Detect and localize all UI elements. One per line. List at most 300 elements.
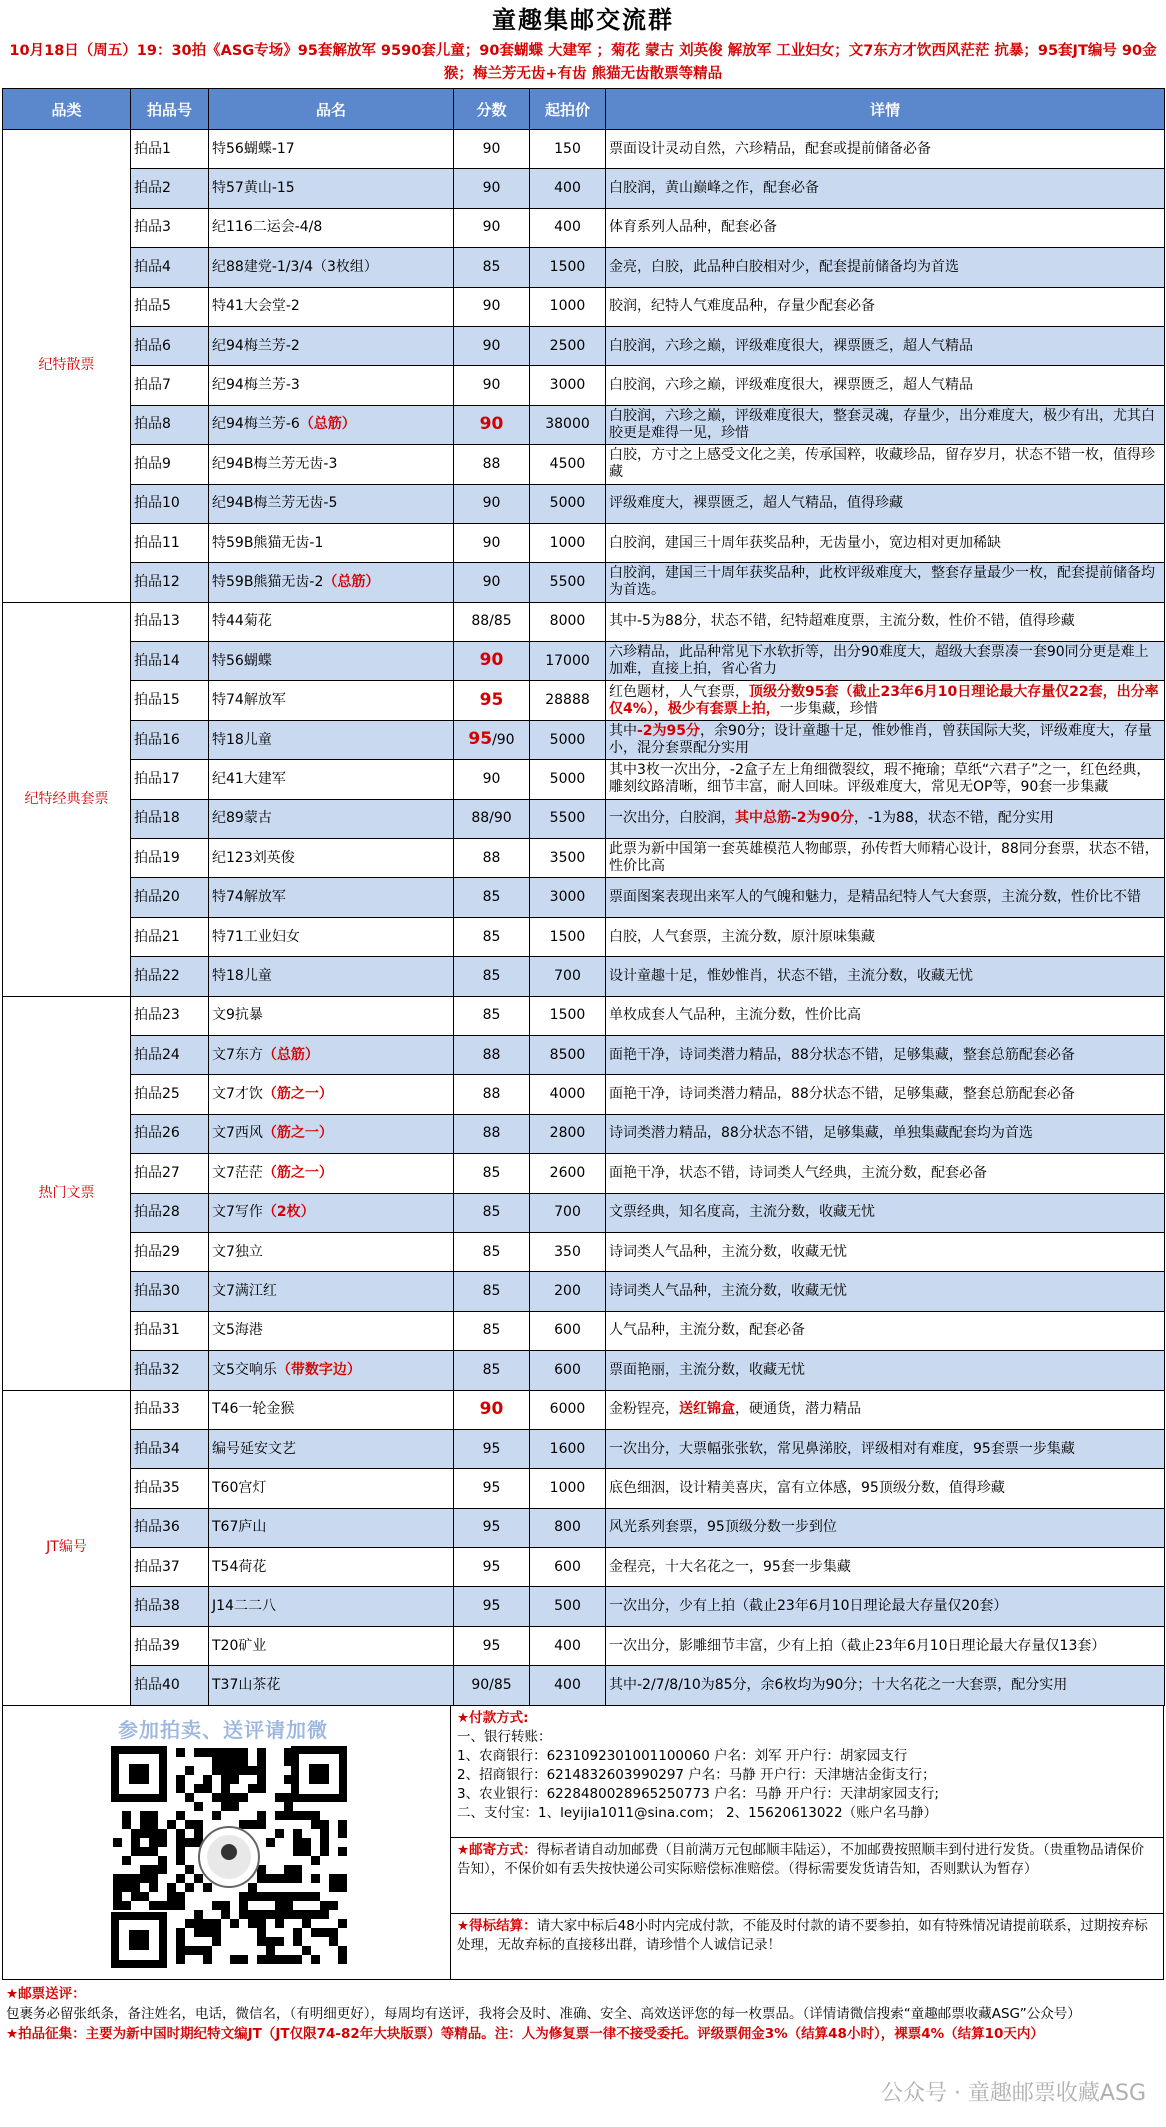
score-cell bbox=[454, 326, 530, 365]
lot-name-cell bbox=[209, 1508, 454, 1547]
detail-text: 其中-2/7/8/10为85分，余6枚均为90分；十大名花之一大套票，配分实用 bbox=[609, 1676, 1068, 1693]
detail-text: 一次出分，大票幅张张软，常见鼻涕胶，评级相对有难度，95套票一步集藏 bbox=[609, 1440, 1075, 1457]
table-row bbox=[3, 1075, 1165, 1114]
detail-cell bbox=[606, 1390, 1165, 1429]
score-cell bbox=[454, 760, 530, 799]
detail-cell bbox=[606, 957, 1165, 996]
table-header-row bbox=[3, 89, 1165, 130]
lot-name-cell bbox=[209, 1390, 454, 1429]
detail-text: 诗词类人气品种，主流分数，收藏无忧 bbox=[609, 1283, 847, 1300]
score-value: 95 bbox=[482, 1598, 501, 1615]
lot-number-cell: 拍品18 bbox=[131, 799, 209, 838]
score-cell bbox=[454, 1035, 530, 1074]
lot-number-cell: 拍品24 bbox=[131, 1035, 209, 1074]
lot-number-cell: 拍品26 bbox=[131, 1114, 209, 1153]
lot-number-cell: 拍品6 bbox=[131, 326, 209, 365]
payment-line: 3、农业银行：6228480028965250773 户名：马静 开户行：天津胡家园支行; bbox=[457, 1785, 939, 1802]
settlement-policy bbox=[451, 1914, 1163, 1980]
detail-text: 一次出分，少有上拍（截止23年6月10日理论最大存量仅20套） bbox=[609, 1598, 1008, 1615]
mail-policy bbox=[451, 1838, 1163, 1914]
score-cell bbox=[454, 484, 530, 523]
score-value: 95 bbox=[482, 1519, 501, 1536]
score-cell bbox=[454, 839, 530, 878]
lot-number-cell: 拍品10 bbox=[131, 484, 209, 523]
lot-number-cell: 拍品33 bbox=[131, 1390, 209, 1429]
score-value: 85 bbox=[482, 258, 501, 275]
table-row bbox=[3, 1035, 1165, 1074]
score-cell bbox=[454, 681, 530, 720]
detail-text: 票面图案表现出来军人的气魄和魅力，是精品纪特人气大套票，主流分数，性价比不错 bbox=[609, 889, 1141, 906]
detail-text: 面艳干净，状态不错，诗词类人气经典，主流分数，配套必备 bbox=[609, 1164, 987, 1181]
score-cell bbox=[454, 248, 530, 287]
start-price-cell: 400 bbox=[530, 1626, 606, 1665]
detail-text: 文票经典，知名度高，主流分数，收藏无忧 bbox=[609, 1204, 875, 1221]
detail-cell bbox=[606, 917, 1165, 956]
lot-name: 编号延安文艺 bbox=[212, 1440, 296, 1457]
score-value: 95 bbox=[482, 1558, 501, 1575]
score-value: 85 bbox=[482, 928, 501, 945]
detail-cell bbox=[606, 1193, 1165, 1232]
start-price-cell: 2500 bbox=[530, 326, 606, 365]
table-row bbox=[3, 720, 1165, 759]
score-value: 90 bbox=[482, 495, 501, 512]
table-row bbox=[3, 1114, 1165, 1153]
detail-cell bbox=[606, 1548, 1165, 1587]
score-cell bbox=[454, 996, 530, 1035]
table-row bbox=[3, 917, 1165, 956]
score-cell bbox=[454, 1587, 530, 1626]
score-value: 88/90 bbox=[471, 810, 512, 827]
lot-name: 特56蝴蝶 bbox=[212, 652, 272, 669]
score-cell bbox=[454, 405, 530, 444]
score-value: 88 bbox=[482, 1086, 501, 1103]
lot-name: 特44菊花 bbox=[212, 613, 272, 630]
score-value: 90 bbox=[482, 573, 501, 590]
detail-cell bbox=[606, 405, 1165, 444]
score-cell bbox=[454, 602, 530, 641]
lot-name: 文9抗暴 bbox=[212, 1007, 263, 1024]
category-cell: JT编号 bbox=[3, 1390, 131, 1705]
header-score: 分数 bbox=[454, 89, 530, 130]
table-row bbox=[3, 1626, 1165, 1665]
lot-name-cell bbox=[209, 1154, 454, 1193]
lot-number-cell: 拍品15 bbox=[131, 681, 209, 720]
score-value: 90 bbox=[482, 377, 501, 394]
lot-name: 特59B熊猫无齿-2 bbox=[212, 573, 324, 590]
score-cell bbox=[454, 1272, 530, 1311]
table-row bbox=[3, 169, 1165, 208]
lot-name: 特71工业妇女 bbox=[212, 928, 300, 945]
table-row bbox=[3, 484, 1165, 523]
category-cell: 纪特经典套票 bbox=[3, 602, 131, 996]
lot-name-cell bbox=[209, 405, 454, 444]
score-cell bbox=[454, 563, 530, 602]
score-value: 90 bbox=[482, 298, 501, 315]
detail-cell bbox=[606, 996, 1165, 1035]
score-cell bbox=[454, 169, 530, 208]
lot-name-note: （总筋） bbox=[299, 416, 356, 433]
score-value: 90 bbox=[482, 140, 501, 157]
detail-cell bbox=[606, 1035, 1165, 1074]
solicit-label: ★拍品征集： bbox=[6, 2025, 86, 2042]
payment-line: 1、农商银行：6231092301001100060 户名：刘军 开户行：胡家园支行 bbox=[457, 1747, 908, 1764]
start-price-cell: 5500 bbox=[530, 799, 606, 838]
lot-name-cell bbox=[209, 1035, 454, 1074]
payment-title: ★付款方式: bbox=[457, 1709, 529, 1726]
lot-name-cell bbox=[209, 839, 454, 878]
start-price-cell: 3000 bbox=[530, 878, 606, 917]
score-cell bbox=[454, 1075, 530, 1114]
lot-name-note: （总筋） bbox=[262, 1046, 319, 1063]
score-cell bbox=[454, 523, 530, 562]
detail-cell bbox=[606, 169, 1165, 208]
table-row bbox=[3, 1272, 1165, 1311]
table-row bbox=[3, 878, 1165, 917]
lot-number-cell: 拍品25 bbox=[131, 1075, 209, 1114]
lot-name-cell bbox=[209, 1232, 454, 1271]
detail-text: 评级难度大，裸票匮乏，超人气精品，值得珍藏 bbox=[609, 495, 903, 512]
start-price-cell: 150 bbox=[530, 130, 606, 169]
detail-cell bbox=[606, 681, 1165, 720]
lot-name-note: （带数字边） bbox=[276, 1361, 361, 1378]
detail-text: 其中3枚一次出分，-2盒子左上角细微裂纹，瑕不掩瑜；草纸“六君子”之一，红色经典，雕刻纹路清晰，细节丰富，耐人回味。评级难度大，常见无OP等，90套一步集藏 bbox=[609, 762, 1151, 796]
lot-name-cell bbox=[209, 799, 454, 838]
detail-text: 其中 bbox=[609, 723, 637, 740]
detail-text: 白胶，人气套票，主流分数，原汁原味集藏 bbox=[609, 928, 875, 945]
lot-number-cell: 拍品37 bbox=[131, 1548, 209, 1587]
solicit-text: 主要为新中国时期纪特文编JT（JT仅限74-82年大块版票）等精品。注：人为修复票一律不接受委托。评级票佣金3%（结算48小时），裸票4%（结算10天内） bbox=[85, 2025, 1044, 2042]
detail-cell bbox=[606, 1587, 1165, 1626]
lot-number-cell: 拍品11 bbox=[131, 523, 209, 562]
detail-text: 红色题材，人气套票， bbox=[609, 683, 749, 700]
lot-name: 文5交响乐 bbox=[212, 1361, 277, 1378]
lot-name: 纪94梅兰芳-6 bbox=[212, 416, 300, 433]
score-value: /90 bbox=[492, 732, 515, 749]
start-price-cell: 600 bbox=[530, 1311, 606, 1350]
start-price-cell: 1000 bbox=[530, 1469, 606, 1508]
wechat-qr-code bbox=[111, 1746, 347, 1968]
detail-cell bbox=[606, 445, 1165, 484]
score-cell bbox=[454, 1548, 530, 1587]
detail-cell bbox=[606, 760, 1165, 799]
start-price-cell: 1000 bbox=[530, 287, 606, 326]
lot-name: 纪94B梅兰芳无齿-3 bbox=[212, 455, 338, 472]
lot-name: 纪94梅兰芳-2 bbox=[212, 337, 300, 354]
lot-number-cell: 拍品4 bbox=[131, 248, 209, 287]
lot-name: T20矿业 bbox=[212, 1637, 267, 1654]
lot-number-cell: 拍品27 bbox=[131, 1154, 209, 1193]
detail-cell bbox=[606, 878, 1165, 917]
lot-number-cell: 拍品31 bbox=[131, 1311, 209, 1350]
lot-name-cell bbox=[209, 563, 454, 602]
lot-number-cell: 拍品20 bbox=[131, 878, 209, 917]
detail-cell bbox=[606, 563, 1165, 602]
lot-name-cell bbox=[209, 642, 454, 681]
start-price-cell: 5000 bbox=[530, 720, 606, 759]
score-cell bbox=[454, 287, 530, 326]
table-row bbox=[3, 1429, 1165, 1468]
start-price-cell: 28888 bbox=[530, 681, 606, 720]
table-row bbox=[3, 1469, 1165, 1508]
score-value: 85 bbox=[482, 1361, 501, 1378]
table-row bbox=[3, 1666, 1165, 1705]
lot-name-note: （筋之一） bbox=[262, 1164, 333, 1181]
start-price-cell: 200 bbox=[530, 1272, 606, 1311]
start-price-cell: 3500 bbox=[530, 839, 606, 878]
start-price-cell: 1600 bbox=[530, 1429, 606, 1468]
score-value: 85 bbox=[482, 1164, 501, 1181]
category-cell: 纪特散票 bbox=[3, 130, 131, 603]
score-value: 85 bbox=[482, 1007, 501, 1024]
detail-highlight: 送红锦盒 bbox=[679, 1401, 735, 1418]
detail-cell bbox=[606, 326, 1165, 365]
score-cell bbox=[454, 208, 530, 247]
table-row bbox=[3, 1390, 1165, 1429]
lot-name-cell bbox=[209, 1548, 454, 1587]
score-cell bbox=[454, 878, 530, 917]
detail-text: 票面艳丽，主流分数，收藏无忧 bbox=[609, 1361, 805, 1378]
lot-name: 特74解放军 bbox=[212, 889, 286, 906]
table-row bbox=[3, 248, 1165, 287]
detail-text: 六珍精品，此品种常见下水软折等，出分90难度大，超级大套票凑一套90同分更是难上加难，直接上拍，省心省力 bbox=[609, 644, 1149, 678]
score-value: 90 bbox=[479, 1398, 504, 1419]
start-price-cell: 1500 bbox=[530, 917, 606, 956]
auction-subtitle: 10月18日（周五）19：30拍《ASG专场》95套解放军 9590套儿童；90套蝴蝶 大建军 ；菊花 蒙古 刘英俊 解放军 工业妇女；文7东方才饮西风茫茫 抗暴；95套JT编号 90金猴；梅兰芳无齿+有齿 熊猫无齿散票等精品 bbox=[9, 43, 1157, 82]
score-cell bbox=[454, 1666, 530, 1705]
lot-name: 文7西风 bbox=[212, 1125, 263, 1142]
score-cell bbox=[454, 1390, 530, 1429]
score-value: 90 bbox=[482, 770, 501, 787]
detail-text: 白胶润，六珍之巅，评级难度很大，裸票匮乏，超人气精品 bbox=[609, 337, 973, 354]
lot-name-cell bbox=[209, 1626, 454, 1665]
detail-text: 白胶润，建国三十周年获奖品种，此枚评级难度大，整套存量最少一枚，配套提前储备均为首选。 bbox=[609, 565, 1155, 599]
payment-section bbox=[451, 1706, 1163, 1980]
lot-number-cell: 拍品29 bbox=[131, 1232, 209, 1271]
lot-name-cell bbox=[209, 169, 454, 208]
score-cell bbox=[454, 1114, 530, 1153]
lot-name: 纪94梅兰芳-3 bbox=[212, 377, 300, 394]
detail-text: 票面设计灵动自然，六珍精品，配套或提前储备必备 bbox=[609, 140, 931, 157]
start-price-cell: 17000 bbox=[530, 642, 606, 681]
table-row bbox=[3, 799, 1165, 838]
lot-name-cell bbox=[209, 957, 454, 996]
start-price-cell: 5000 bbox=[530, 760, 606, 799]
start-price-cell: 1000 bbox=[530, 523, 606, 562]
lot-name: 纪116二运会-4/8 bbox=[212, 219, 323, 236]
score-cell bbox=[454, 1626, 530, 1665]
footer-panel bbox=[2, 1706, 1164, 1980]
detail-cell bbox=[606, 1075, 1165, 1114]
lot-name-cell bbox=[209, 523, 454, 562]
detail-text: 此票为新中国第一套英雄模范人物邮票，孙传哲大师精心设计，88同分套票，状态不错，性价比高 bbox=[609, 841, 1159, 875]
score-value: 85 bbox=[482, 1204, 501, 1221]
detail-cell bbox=[606, 248, 1165, 287]
detail-cell bbox=[606, 1508, 1165, 1547]
score-cell bbox=[454, 720, 530, 759]
detail-text: 白胶润，六珍之巅，评级难度很大，整套灵魂，存量少，出分难度大，极少有出，尤其白胶更是难得一见，珍惜 bbox=[609, 407, 1155, 441]
detail-text: 白胶润，建国三十周年获奖品种，无齿量小，宽边相对更加稀缺 bbox=[609, 534, 1001, 551]
lot-name: 纪123刘英俊 bbox=[212, 849, 295, 866]
lot-number-cell: 拍品5 bbox=[131, 287, 209, 326]
qr-section bbox=[3, 1706, 451, 1980]
table-row bbox=[3, 523, 1165, 562]
detail-cell bbox=[606, 1666, 1165, 1705]
score-value: 85 bbox=[482, 1243, 501, 1260]
lot-name-cell bbox=[209, 287, 454, 326]
lot-name-cell bbox=[209, 1587, 454, 1626]
score-cell bbox=[454, 917, 530, 956]
lot-name-cell bbox=[209, 1351, 454, 1390]
lot-name-cell bbox=[209, 878, 454, 917]
lot-number-cell: 拍品35 bbox=[131, 1469, 209, 1508]
lot-name: T60宫灯 bbox=[212, 1479, 267, 1496]
solicit-note bbox=[6, 2024, 1160, 2044]
score-cell bbox=[454, 130, 530, 169]
detail-cell bbox=[606, 1429, 1165, 1468]
lot-name-cell bbox=[209, 1311, 454, 1350]
lot-name: 纪41大建军 bbox=[212, 770, 286, 787]
score-value: 90 bbox=[482, 534, 501, 551]
detail-cell bbox=[606, 523, 1165, 562]
start-price-cell: 700 bbox=[530, 1193, 606, 1232]
settle-text: 请大家中标后48小时内完成付款，不能及时付款的请不要参拍，如有特殊情况请提前联系，过期按弃标处理，无故弃标的直接移出群，请珍惜个人诚信记录！ bbox=[457, 1917, 1148, 1953]
lot-name: 特18儿童 bbox=[212, 731, 272, 748]
score-value: 88/85 bbox=[471, 613, 512, 630]
lot-number-cell: 拍品38 bbox=[131, 1587, 209, 1626]
score-value: 90/85 bbox=[471, 1676, 512, 1693]
detail-text: 面艳干净，诗词类潜力精品，88分状态不错，足够集藏，整套总筋配套必备 bbox=[609, 1086, 1075, 1103]
lot-name-cell bbox=[209, 1666, 454, 1705]
table-row bbox=[3, 287, 1165, 326]
lot-name: 特59B熊猫无齿-1 bbox=[212, 534, 324, 551]
detail-cell bbox=[606, 366, 1165, 405]
detail-cell bbox=[606, 1154, 1165, 1193]
lot-name-cell bbox=[209, 1075, 454, 1114]
start-price-cell: 8000 bbox=[530, 602, 606, 641]
lot-name: 特56蝴蝶-17 bbox=[212, 140, 295, 157]
lot-number-cell: 拍品22 bbox=[131, 957, 209, 996]
score-value: 90 bbox=[482, 337, 501, 354]
lot-name-cell bbox=[209, 1114, 454, 1153]
lot-name-note: （总筋） bbox=[323, 573, 380, 590]
lot-name-cell bbox=[209, 760, 454, 799]
detail-text: 设计童趣十足，惟妙惟肖，状态不错，主流分数，收藏无忧 bbox=[609, 967, 973, 984]
detail-cell bbox=[606, 720, 1165, 759]
lot-name-cell bbox=[209, 208, 454, 247]
start-price-cell: 4000 bbox=[530, 1075, 606, 1114]
score-value: 85 bbox=[482, 1322, 501, 1339]
table-row bbox=[3, 1232, 1165, 1271]
table-row bbox=[3, 602, 1165, 641]
lot-number-cell: 拍品19 bbox=[131, 839, 209, 878]
score-cell bbox=[454, 1154, 530, 1193]
lot-name-cell bbox=[209, 996, 454, 1035]
start-price-cell: 400 bbox=[530, 208, 606, 247]
score-cell bbox=[454, 957, 530, 996]
detail-cell bbox=[606, 1311, 1165, 1350]
detail-text: 金亮，白胶，此品种白胶相对少，配套提前储备均为首选 bbox=[609, 258, 959, 275]
lot-name-cell bbox=[209, 917, 454, 956]
detail-cell bbox=[606, 799, 1165, 838]
score-value: 90 bbox=[479, 650, 504, 671]
detail-text: 白胶润，六珍之巅，评级难度很大，裸票匮乏，超人气精品 bbox=[609, 377, 973, 394]
table-row bbox=[3, 405, 1165, 444]
start-price-cell: 600 bbox=[530, 1351, 606, 1390]
payment-methods bbox=[451, 1706, 1163, 1838]
lot-name-cell bbox=[209, 1193, 454, 1232]
lot-name: 文7才饮 bbox=[212, 1086, 263, 1103]
lot-number-cell: 拍品9 bbox=[131, 445, 209, 484]
table-row bbox=[3, 1311, 1165, 1350]
score-value: 95 bbox=[482, 1440, 501, 1457]
detail-text: 一次出分，影雕细节丰富，少有上拍（截止23年6月10日理论最大存量仅13套） bbox=[609, 1637, 1106, 1654]
table-row bbox=[3, 445, 1165, 484]
table-row bbox=[3, 563, 1165, 602]
score-cell bbox=[454, 1351, 530, 1390]
start-price-cell: 5000 bbox=[530, 484, 606, 523]
detail-text: 诗词类潜力精品，88分状态不错，足够集藏，单独集藏配套均为首选 bbox=[609, 1125, 1033, 1142]
appraisal-label: ★邮票送评： bbox=[6, 1985, 86, 2002]
lot-name-cell bbox=[209, 445, 454, 484]
detail-text: 人气品种，主流分数，配套必备 bbox=[609, 1322, 805, 1339]
page-title: 童趣集邮交流群 bbox=[492, 6, 674, 34]
detail-text: 诗词类人气品种，主流分数，收藏无忧 bbox=[609, 1243, 847, 1260]
lot-name: 纪88建党-1/3/4（3枚组） bbox=[212, 258, 378, 275]
lot-number-cell: 拍品17 bbox=[131, 760, 209, 799]
lot-name: 纪94B梅兰芳无齿-5 bbox=[212, 495, 338, 512]
table-row bbox=[3, 681, 1165, 720]
score-value: 88 bbox=[482, 849, 501, 866]
lot-name-note: （筋之一） bbox=[262, 1086, 333, 1103]
table-row bbox=[3, 208, 1165, 247]
lot-name-cell bbox=[209, 1272, 454, 1311]
detail-highlight: -2为95分 bbox=[637, 723, 701, 740]
lot-name: 文7写作 bbox=[212, 1204, 263, 1221]
start-price-cell: 4500 bbox=[530, 445, 606, 484]
score-value: 90 bbox=[482, 180, 501, 197]
detail-cell bbox=[606, 1272, 1165, 1311]
lot-number-cell: 拍品8 bbox=[131, 405, 209, 444]
lot-number-cell: 拍品7 bbox=[131, 366, 209, 405]
lot-name: T54荷花 bbox=[212, 1558, 267, 1575]
table-row bbox=[3, 130, 1165, 169]
mail-text: 得标者请自动加邮费（目前满万元包邮顺丰陆运），不加邮费按照顺丰到付进行发货。（贵重物品请保价告知），不保价如有丢失按快递公司实际赔偿标准赔偿。（得标需要发货请告知，否则默认为暂存） bbox=[457, 1841, 1145, 1877]
lots-body bbox=[3, 130, 1165, 1706]
start-price-cell: 350 bbox=[530, 1232, 606, 1271]
score-cell bbox=[454, 1429, 530, 1468]
lot-number-cell: 拍品34 bbox=[131, 1429, 209, 1468]
lot-name-note: （2枚） bbox=[262, 1204, 315, 1221]
score-cell bbox=[454, 642, 530, 681]
payment-line: 2、招商银行：6214832603990297 户名：马静 开户行：天津塘沽金街支行； bbox=[457, 1766, 936, 1783]
detail-text: 其中-5为88分，状态不错，纪特超难度票，主流分数，性价不错，值得珍藏 bbox=[609, 613, 1075, 630]
table-row bbox=[3, 1508, 1165, 1547]
score-value: 88 bbox=[482, 455, 501, 472]
lot-name: 特57黄山-15 bbox=[212, 180, 295, 197]
lot-number-cell: 拍品23 bbox=[131, 996, 209, 1035]
detail-cell bbox=[606, 602, 1165, 641]
lot-name-cell bbox=[209, 130, 454, 169]
detail-highlight: 其中总筋-2为90分 bbox=[735, 810, 855, 827]
lot-name-cell bbox=[209, 602, 454, 641]
lot-number-cell: 拍品40 bbox=[131, 1666, 209, 1705]
lot-name: 文5海港 bbox=[212, 1322, 263, 1339]
detail-text: 金粉锃亮， bbox=[609, 1401, 679, 1418]
header-price: 起拍价 bbox=[530, 89, 606, 130]
detail-text: 白胶润，黄山巅峰之作，配套必备 bbox=[609, 180, 819, 197]
start-price-cell: 1500 bbox=[530, 248, 606, 287]
lot-number-cell: 拍品3 bbox=[131, 208, 209, 247]
